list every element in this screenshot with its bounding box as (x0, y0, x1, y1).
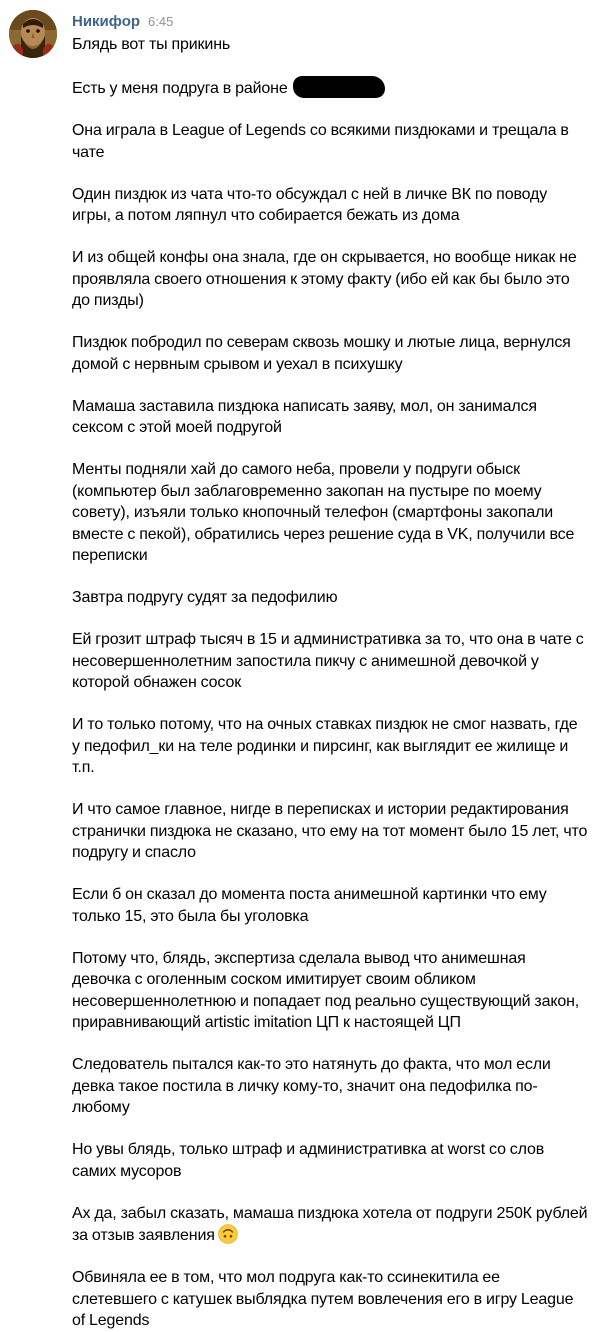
message-paragraph: Потому что, блядь, экспертиза сделала вывод что анимешная девочка с оголенным соском имитирует своим обликом несовершеннолетнюю и попадает под реально существующий закон, приравнивающий artistic imitation ЦП к настоящей ЦП (72, 949, 580, 1031)
message-paragraph: Завтра подругу судят за педофилию (72, 589, 338, 606)
author-name[interactable]: Никифор (72, 13, 141, 30)
message-paragraph: Ей грозит штраф тысяч в 15 и административка за то, что она в чате с несовершеннолетним запостила пикчу с анимешной девочкой у которой обнажен сосок (72, 631, 584, 691)
message-paragraph: Обвиняла ее в том, что мол подруга как-то ссинекитила ее слетевшего с катушек выблядка путем вовлечения его в игру League of Legends (72, 1269, 574, 1329)
message-paragraph: Ах да, забыл сказать, мамаша пиздюка хотела от подруги 250К рублей за отзыв заявления (72, 1204, 588, 1244)
message-paragraph: Следователь пытался как-то это натянуть до факта, что мол если девка такое постила в личку кому-то, значит она педофилка по-любому (72, 1056, 551, 1116)
upside-down-face-emoji (218, 1224, 238, 1244)
message-paragraph: Она играла в League of Legends со всякими пиздюками и трещала в чате (72, 122, 569, 161)
message-paragraph: Но увы блядь, только штраф и административка at worst со слов самих мусоров (72, 1141, 545, 1180)
message-paragraph: Один пиздюк из чата что-то обсуждал с ней в личке ВК по поводу игры, а потом ляпнул что собирается бежать из дома (72, 185, 548, 224)
message-paragraph: Есть у меня подруга в районе (72, 76, 588, 100)
message-paragraph: И то только потому, что на очных ставках пиздюк не смог назвать, где у педофил_ки на теле родинки и пирсинг, как выглядит ее жилище и т.п. (72, 716, 578, 776)
avatar[interactable] (9, 10, 57, 58)
message-paragraph: Пиздюк побродил по северам сквозь мошку и лютые лица, вернулся домой с нервным срывом и уехал в психушку (72, 334, 571, 373)
message-paragraph: Менты подняли хай до самого неба, провели у подруги обыск (компьютер был заблаговременно закопан на пустыре по моему совету), изъяли только кнопочный телефон (смартфоны закопали вместе с пекой), обратились через решение суда в VK, получили все переписки (72, 461, 575, 564)
message-paragraph: И из общей конфы она знала, где он скрывается, но вообще никак не проявляла своего отношения к этому факту (ибо ей как бы было это до пизды) (72, 249, 577, 309)
avatar-icon (9, 10, 57, 58)
message-paragraph: Мамаша заставила пиздюка написать заяву, мол, он занимался сексом с этой моей подругой (72, 397, 537, 436)
message-paragraph: И что самое главное, нигде в переписках и истории редактирования странички пиздюка не сказано, что ему на тот момент было 15 лет, что подругу и спасло (72, 801, 588, 861)
message-paragraph: Если б он сказал до момента поста анимешной картинки что ему только 15, это была бы уголовка (72, 886, 547, 925)
message-text (72, 34, 588, 1332)
message-time[interactable]: 6:45 (148, 14, 174, 29)
message-paragraph: Блядь вот ты прикинь (72, 36, 231, 53)
message-header (72, 13, 173, 31)
redaction-scribble (293, 76, 385, 98)
